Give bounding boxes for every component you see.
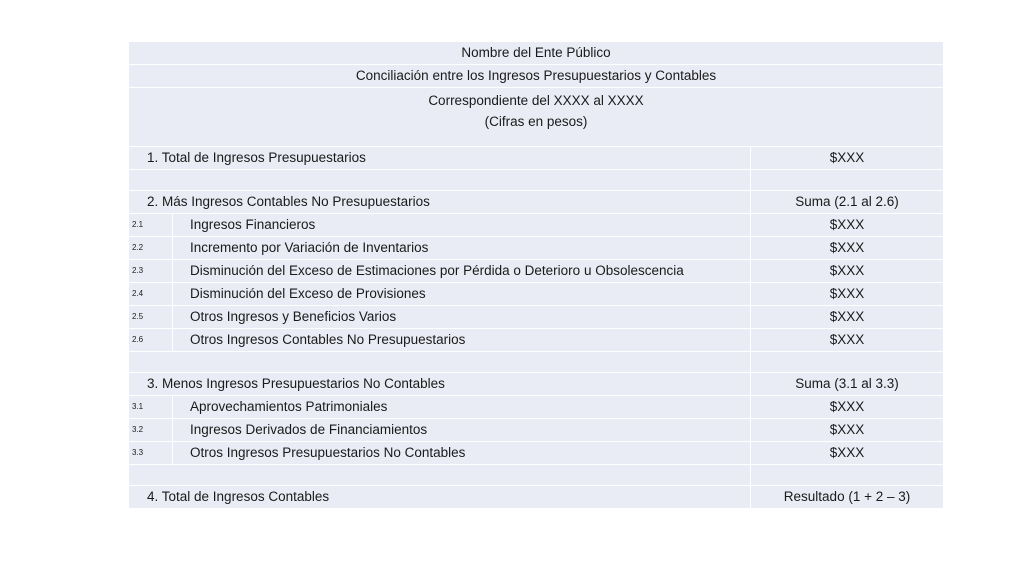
item-value: $XXX <box>751 260 944 283</box>
item-label: Otros Ingresos Presupuestarios No Contables <box>173 442 751 465</box>
section-row-total-budget-income <box>129 147 944 170</box>
empty-cell <box>751 465 944 486</box>
spacer-row <box>129 170 944 191</box>
entity-name: Nombre del Ente Público <box>129 42 944 65</box>
table-row <box>129 442 944 465</box>
empty-cell <box>129 170 751 191</box>
section-label: 4. Total de Ingresos Contables <box>129 486 751 509</box>
item-number: 2.3 <box>129 260 173 283</box>
item-value: $XXX <box>751 237 944 260</box>
item-label: Disminución del Exceso de Provisiones <box>173 283 751 306</box>
item-value: $XXX <box>751 306 944 329</box>
item-number: 2.6 <box>129 329 173 352</box>
report-units: (Cifras en pesos) <box>484 114 588 129</box>
table-row <box>129 237 944 260</box>
item-number: 3.3 <box>129 442 173 465</box>
empty-cell <box>129 465 751 486</box>
table-row <box>129 329 944 352</box>
item-label: Ingresos Derivados de Financiamientos <box>173 419 751 442</box>
item-value: $XXX <box>751 419 944 442</box>
section-row-plus-accounting-income <box>129 191 944 214</box>
section-label: 2. Más Ingresos Contables No Presupuestarios <box>129 191 751 214</box>
section-value: Resultado (1 + 2 – 3) <box>751 486 944 509</box>
item-number: 2.1 <box>129 214 173 237</box>
table-row <box>129 283 944 306</box>
item-number: 2.4 <box>129 283 173 306</box>
section-label: 3. Menos Ingresos Presupuestarios No Contables <box>129 373 751 396</box>
item-value: $XXX <box>751 283 944 306</box>
item-label: Ingresos Financieros <box>173 214 751 237</box>
table-row <box>129 214 944 237</box>
conciliation-table <box>128 41 944 509</box>
item-number: 3.1 <box>129 396 173 419</box>
item-value: $XXX <box>751 396 944 419</box>
spacer-row <box>129 352 944 373</box>
item-number: 2.5 <box>129 306 173 329</box>
section-value: $XXX <box>751 147 944 170</box>
item-label: Incremento por Variación de Inventarios <box>173 237 751 260</box>
empty-cell <box>129 352 751 373</box>
item-label: Otros Ingresos y Beneficios Varios <box>173 306 751 329</box>
item-value: $XXX <box>751 329 944 352</box>
table-row <box>129 419 944 442</box>
table-row <box>129 396 944 419</box>
report-title: Conciliación entre los Ingresos Presupuestarios y Contables <box>129 65 944 88</box>
header-row-title <box>129 65 944 88</box>
section-label: 1. Total de Ingresos Presupuestarios <box>129 147 751 170</box>
item-label: Disminución del Exceso de Estimaciones por Pérdida o Deterioro u Obsolescencia <box>173 260 751 283</box>
item-value: $XXX <box>751 442 944 465</box>
item-label: Otros Ingresos Contables No Presupuestarios <box>173 329 751 352</box>
section-value: Suma (3.1 al 3.3) <box>751 373 944 396</box>
table-row <box>129 260 944 283</box>
spacer-row <box>129 465 944 486</box>
item-number: 3.2 <box>129 419 173 442</box>
header-row-entity <box>129 42 944 65</box>
section-row-minus-budget-income <box>129 373 944 396</box>
item-value: $XXX <box>751 214 944 237</box>
item-number: 2.2 <box>129 237 173 260</box>
empty-cell <box>751 352 944 373</box>
section-value: Suma (2.1 al 2.6) <box>751 191 944 214</box>
report-period-cell <box>129 88 944 147</box>
table-row <box>129 306 944 329</box>
header-row-period <box>129 88 944 147</box>
item-label: Aprovechamientos Patrimoniales <box>173 396 751 419</box>
empty-cell <box>751 170 944 191</box>
report-period: Correspondiente del XXXX al XXXX <box>428 93 644 108</box>
section-row-total-accounting-income <box>129 486 944 509</box>
